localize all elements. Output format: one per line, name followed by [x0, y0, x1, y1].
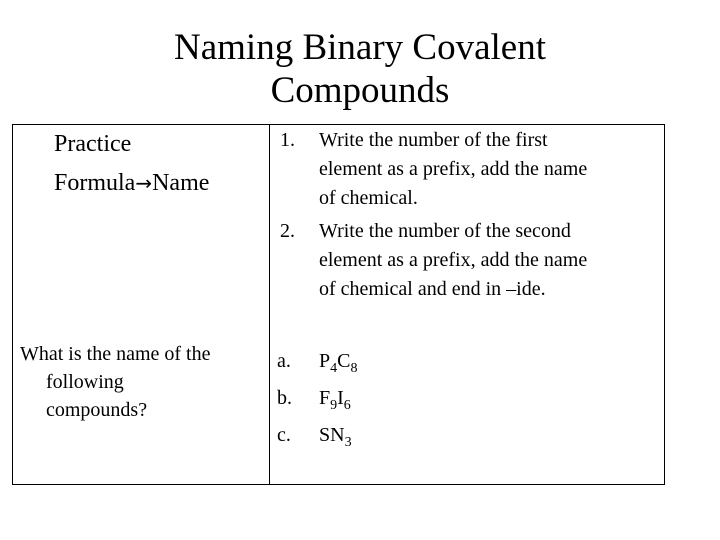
practice-label-block — [54, 125, 209, 203]
compound-formula — [319, 424, 352, 450]
step-text-line: Write the number of the second — [319, 220, 571, 242]
step-item — [280, 126, 660, 213]
step-number: 2. — [280, 220, 295, 242]
subscript: 4 — [330, 361, 338, 376]
subscript: 3 — [344, 435, 352, 450]
item-letter: a. — [277, 350, 291, 372]
compound-list — [277, 343, 357, 454]
practice-heading: Practice — [54, 131, 132, 157]
question-line: following — [46, 371, 124, 393]
element-symbol: SN — [319, 424, 345, 446]
step-text-line: of chemical and end in –ide. — [319, 278, 546, 300]
compound-item — [277, 343, 357, 380]
step-number: 1. — [280, 129, 295, 151]
compound-formula — [319, 350, 358, 376]
slide-title-line-2: Compounds — [270, 70, 450, 111]
subscript: 8 — [350, 361, 358, 376]
subscript: 6 — [343, 398, 351, 413]
step-text-line: of chemical. — [319, 187, 418, 209]
question-line: compounds? — [46, 399, 148, 421]
compound-item — [277, 380, 357, 417]
right-arrow-icon: → — [135, 171, 153, 195]
step-text-line: element as a prefix, add the name — [319, 158, 588, 180]
element-symbol: C — [337, 350, 351, 372]
naming-steps-list — [280, 126, 660, 304]
formula-word: Formula — [54, 170, 136, 196]
name-word: Name — [152, 170, 210, 196]
step-text-line: element as a prefix, add the name — [319, 249, 588, 271]
item-letter: b. — [277, 387, 292, 409]
slide-title-line-1: Naming Binary Covalent — [174, 27, 546, 68]
question-line: What is the name of the — [20, 343, 211, 365]
subscript: 9 — [330, 398, 338, 413]
element-symbol: P — [319, 350, 331, 372]
compound-item — [277, 417, 357, 454]
column-divider — [269, 124, 270, 485]
slide-title — [110, 26, 610, 112]
step-item — [280, 217, 660, 304]
element-symbol: I — [337, 387, 344, 409]
element-symbol: F — [319, 387, 331, 409]
formula-to-name-label — [54, 164, 209, 203]
question-prompt — [20, 340, 260, 424]
item-letter: c. — [277, 424, 291, 446]
compound-formula — [319, 387, 351, 413]
step-text-line: Write the number of the first — [319, 129, 548, 151]
